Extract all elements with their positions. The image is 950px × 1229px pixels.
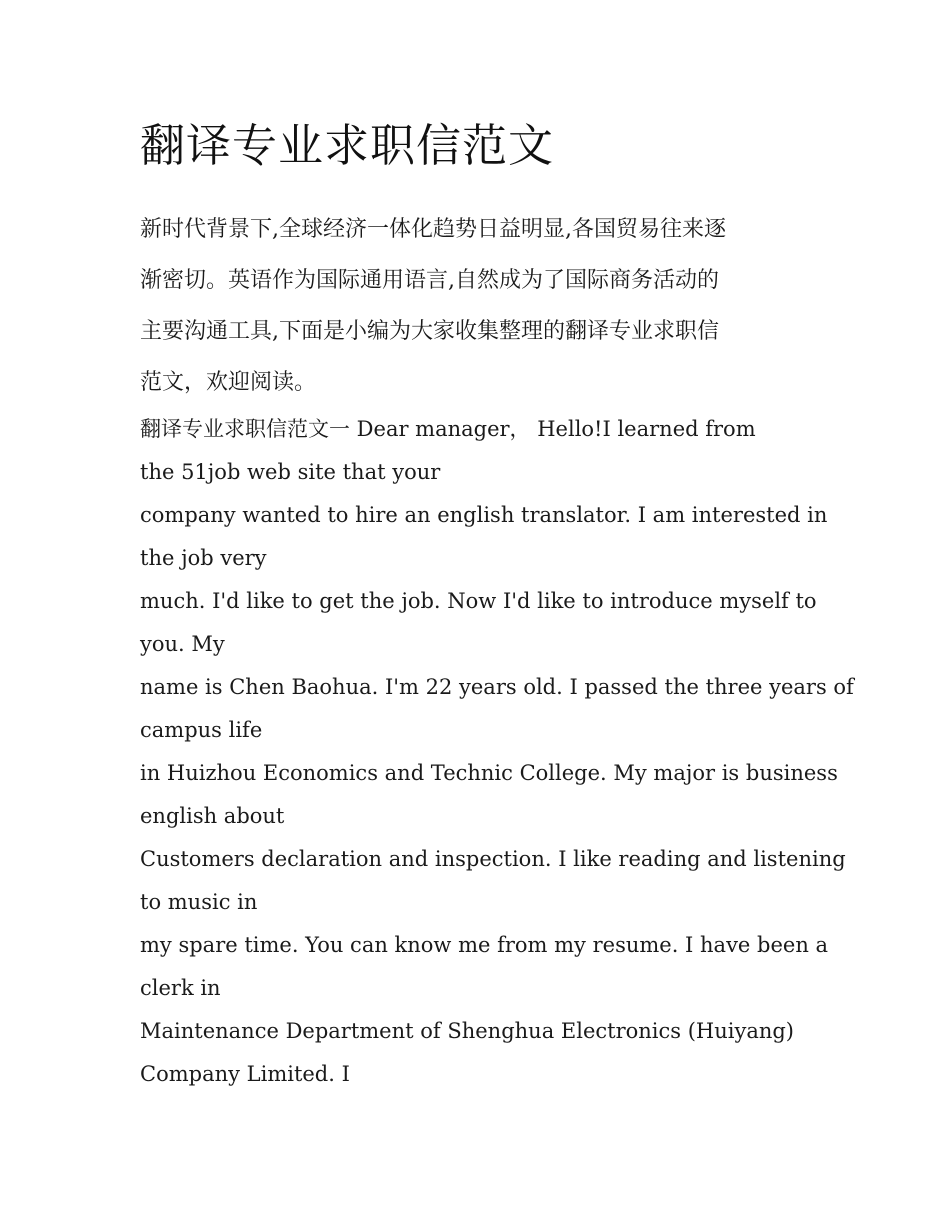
document-title: 翻译专业求职信范文 [140,119,555,172]
letter-line: Company Limited. I [140,1062,350,1086]
intro-paragraph [140,204,815,408]
letter-line: Maintenance Department of Shenghua Electronics (Huiyang) [140,1019,794,1043]
letter-paragraph [140,408,854,1096]
letter-line: Customers declaration and inspection. I like reading and listening [140,847,846,871]
letter-line: you. My [140,632,225,656]
intro-line: 渐密切。英语作为国际通用语言,自然成为了国际商务活动的 [140,268,719,293]
document-body [140,112,854,1096]
intro-line: 主要沟通工具,下面是小编为大家收集整理的翻译专业求职信 [140,319,719,344]
letter-line: in Huizhou Economics and Technic College. My major is business [140,761,838,785]
letter-line: company wanted to hire an english translator. I am interested in [140,503,828,527]
letter-line: clerk in [140,976,221,1000]
intro-line: 范文，欢迎阅读。 [140,370,317,395]
letter-line: english about [140,804,285,828]
letter-line: the 51job web site that your [140,460,441,484]
letter-line: the job very [140,546,267,570]
letter-line: campus life [140,718,263,742]
letter-line: my spare time. You can know me from my resume. I have been a [140,933,829,957]
letter-line: much. I'd like to get the job. Now I'd like to introduce myself to [140,589,817,613]
letter-line: to music in [140,890,258,914]
letter-line: name is Chen Baohua. I'm 22 years old. I passed the three years of [140,675,854,699]
letter-line: 翻译专业求职信范文一 Dear manager， Hello!I learned from [140,417,756,441]
intro-line: 新时代背景下,全球经济一体化趋势日益明显,各国贸易往来逐 [140,217,726,242]
